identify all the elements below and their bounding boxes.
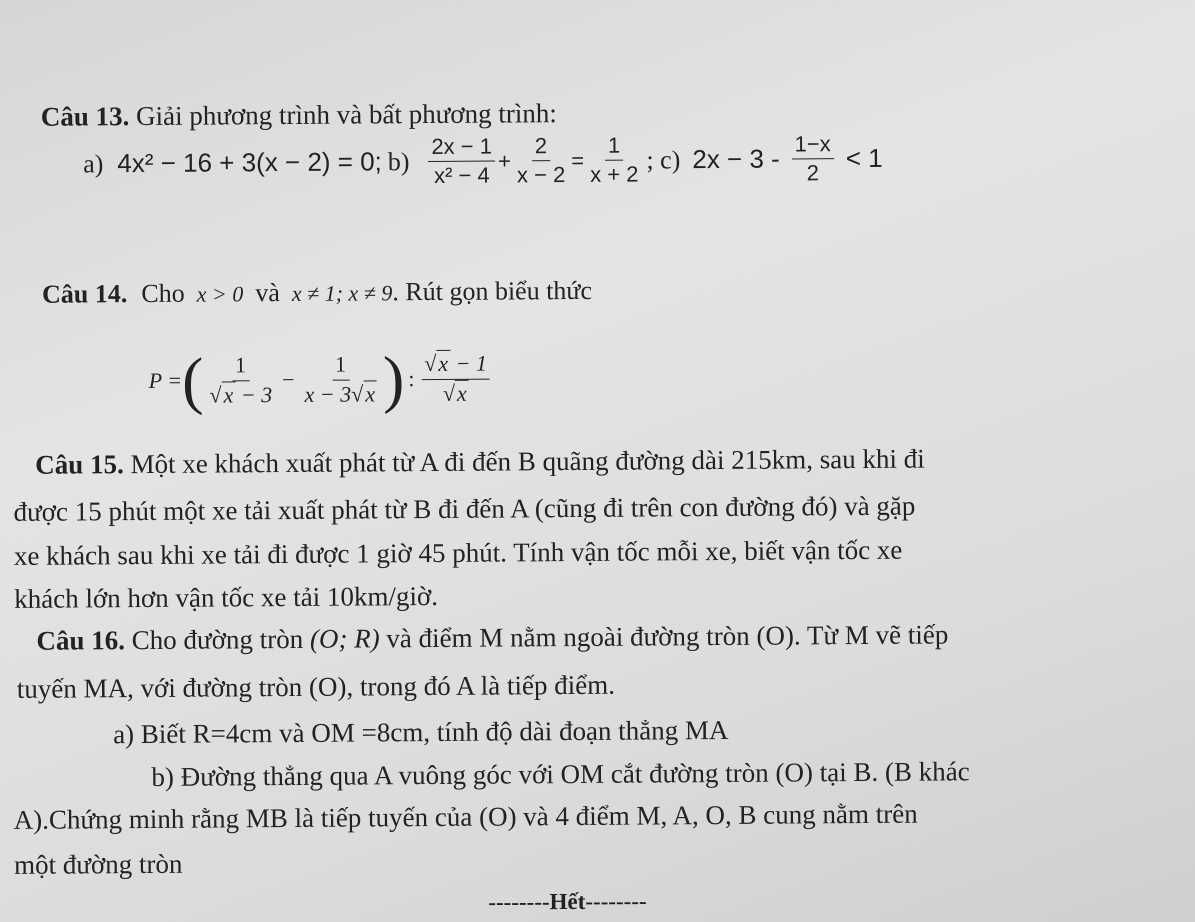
q14-frac1-den bbox=[206, 381, 275, 408]
q13-c-left: 2x − 3 - bbox=[692, 143, 780, 175]
q16-title: Câu 16. bbox=[36, 625, 126, 656]
q13-b-label: b) bbox=[387, 146, 410, 176]
q14-frac2-sqrt: √x bbox=[351, 380, 376, 407]
q13-b-frac2 bbox=[514, 134, 569, 188]
q14-colon: : bbox=[408, 366, 415, 392]
q13-b-eq: = bbox=[571, 147, 585, 173]
q13-a-label: a) bbox=[83, 148, 104, 179]
q13-b-frac2-num: 2 bbox=[532, 134, 550, 161]
q13-a-expr: 4x² − 16 + 3(x − 2) = 0; bbox=[117, 146, 382, 179]
q14-frac2-radicand: x bbox=[365, 380, 376, 406]
q15-line3: xe khách sau khi xe tải đi được 1 giờ 45 phút. Tính vận tốc mỗi xe, biết vận tốc xe bbox=[13, 534, 903, 571]
q15-line2: được 15 phút một xe tải xuất phát từ B đi đến A (cũng đi trên con đường đó) và gặp bbox=[13, 490, 916, 527]
q14-frac3-den-radicand: x bbox=[456, 380, 467, 406]
q16-part-b2: A).Chứng minh rằng MB là tiếp tuyến của (O) và 4 điểm M, A, O, B cung nằm trên bbox=[13, 798, 918, 835]
q16-part-a: a) Biết R=4cm và OM =8cm, tính độ dài đoạn thẳng MA bbox=[113, 714, 729, 750]
q14-frac2-num: 1 bbox=[332, 353, 349, 380]
q16-part-b3: một đường tròn bbox=[13, 848, 183, 880]
q14-text-cho: Cho bbox=[141, 278, 185, 309]
q13-b-frac1 bbox=[428, 135, 495, 189]
q14-title: Câu 14. bbox=[41, 279, 128, 309]
q13-c-label: ; c) bbox=[646, 144, 681, 175]
q13-c-right: < 1 bbox=[845, 143, 883, 174]
q14-frac3-den bbox=[440, 379, 472, 405]
q14-frac3 bbox=[421, 352, 490, 406]
q16-part-b1: b) Đường thẳng qua A vuông góc với OM cắt đường tròn (O) tại B. (B khác bbox=[151, 756, 970, 792]
q14-frac2-den bbox=[301, 380, 380, 407]
q14-frac1-radicand: x bbox=[223, 381, 234, 407]
q14-frac3-num-tail: − 1 bbox=[450, 350, 488, 377]
q14-text-rut: . Rút gọn biểu thức bbox=[392, 275, 593, 307]
q14-right-paren: ) bbox=[382, 343, 405, 415]
q14-frac1-den-tail: − 3 bbox=[235, 381, 273, 407]
q14-frac1-sqrt: √x bbox=[209, 381, 234, 408]
q16-line1-b: và điểm M nằm ngoài đường tròn (O). Từ M vẽ tiếp bbox=[386, 619, 949, 654]
q15-line1 bbox=[35, 444, 925, 481]
q14-p-lhs: P = bbox=[148, 367, 183, 393]
q14-frac3-sqrt-den: √x bbox=[442, 380, 467, 406]
q14-frac2-den-head: x − 3 bbox=[304, 381, 352, 407]
q14-text-va: và bbox=[255, 278, 280, 308]
q14-cond2: x ≠ 1; x ≠ 9 bbox=[291, 280, 393, 306]
q16-line2: tuyến MA, với đường tròn (O), trong đó A là tiếp điểm. bbox=[16, 669, 616, 704]
q14-left-paren: ( bbox=[181, 344, 204, 416]
q14-heading bbox=[42, 276, 592, 310]
q13-b-frac3-num: 1 bbox=[605, 134, 623, 161]
q15-title: Câu 15. bbox=[35, 449, 124, 480]
q14-frac2 bbox=[301, 353, 380, 407]
q16-line1 bbox=[36, 619, 948, 656]
q16-line1-a: Cho đường tròn bbox=[131, 623, 304, 656]
q13-heading bbox=[41, 98, 557, 133]
q13-b-frac3-den: x + 2 bbox=[590, 161, 639, 188]
q13-b-plus: + bbox=[497, 148, 511, 174]
q14-frac1 bbox=[206, 353, 275, 407]
q15-line4: khách lớn hơn vận tốc xe tải 10km/giờ. bbox=[14, 580, 439, 614]
q13-text: Giải phương trình và bất phương trình: bbox=[135, 98, 557, 132]
q13-equations bbox=[83, 132, 883, 191]
q14-minus: − bbox=[281, 366, 295, 393]
q13-c-frac-den: 2 bbox=[806, 160, 820, 186]
q14-cond1: x > 0 bbox=[196, 281, 244, 307]
q14-frac3-sqrt-num: √x bbox=[424, 351, 449, 377]
q14-frac1-num: 1 bbox=[232, 354, 249, 381]
q13-b-frac1-den: x² − 4 bbox=[433, 162, 490, 189]
q14-frac3-num bbox=[421, 352, 490, 380]
q13-b-frac3 bbox=[587, 134, 642, 188]
q13-c-frac-num: 1−x bbox=[792, 132, 834, 159]
q13-c-frac bbox=[792, 132, 834, 186]
q13-b-frac1-num: 2x − 1 bbox=[428, 135, 495, 163]
q14-frac3-num-radicand: x bbox=[438, 351, 449, 377]
q14-expression bbox=[148, 343, 493, 416]
footer-end: --------Hết-------- bbox=[488, 888, 647, 915]
q16-circle: (O; R) bbox=[309, 623, 380, 654]
q13-title: Câu 13. bbox=[40, 101, 130, 132]
q15-line1-text: Một xe khách xuất phát từ A đi đến B quãng đường dài 215km, sau khi đi bbox=[130, 443, 925, 480]
q13-b-frac2-den: x − 2 bbox=[516, 162, 566, 188]
